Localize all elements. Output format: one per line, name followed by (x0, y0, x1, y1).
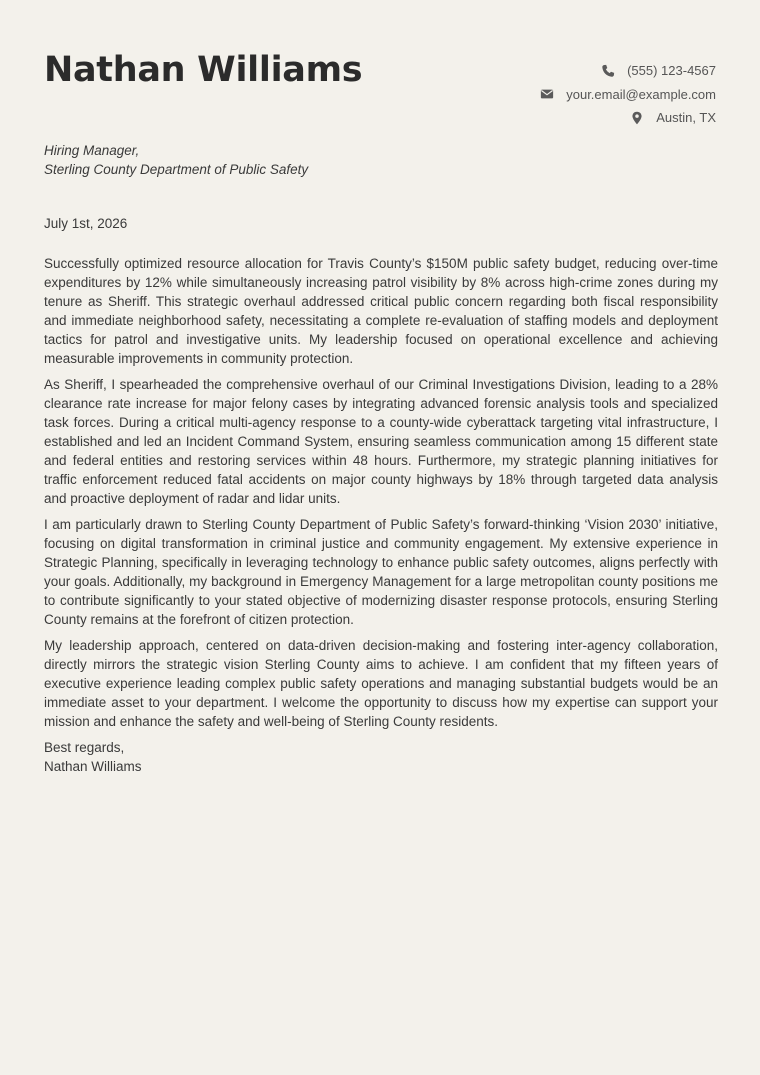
contact-location (540, 106, 716, 130)
closing-block (44, 738, 718, 776)
closing-salutation: Best regards, (44, 740, 125, 755)
letter-date: July 1st, 2026 (44, 216, 128, 231)
email-text: your.email@example.com (566, 86, 716, 102)
paragraph-1: Successfully optimized resource allocation for Travis County’s $150M public safety budget, reducing over-time expenditures by 12% while simultaneously increasing patrol visibility by 8% across high-crime zones during my tenure as Sheriff. This strategic overhaul addressed critical public concern regarding both fiscal responsibility and immediate neighborhood safety, necessitating a complete re-evaluation of staffing models and deployment tactics for patrol and investigative units. My leadership focused on operational excellence and achieving measurable improvements in community protection. (44, 256, 718, 366)
contact-phone (540, 59, 716, 83)
paragraph-2: As Sheriff, I spearheaded the comprehensive overhaul of our Criminal Investigations Division, leading to a 28% clearance rate increase for major felony cases by integrating advanced forensic analysis tools and specialized task forces. During a critical multi-agency response to a county-wide cyberattack targeting vital infrastructure, I established and led an Incident Command System, ensuring seamless communication among 15 different state and federal entities and restoring services within 48 hours. Furthermore, my strategic planning initiatives for traffic enforcement reduced fatal accidents on major county highways by 18% through targeted data analysis and proactive deployment of radar and lidar units. (44, 377, 718, 506)
applicant-name: Nathan Williams (44, 50, 363, 90)
cover-letter-page (44, 0, 718, 1075)
contact-info (540, 59, 716, 130)
contact-email (540, 83, 716, 107)
envelope-icon (540, 87, 554, 101)
recipient-title: Hiring Manager, (44, 143, 140, 158)
phone-icon (601, 64, 615, 78)
recipient-block (44, 141, 308, 179)
paragraph-3: I am particularly drawn to Sterling County Department of Public Safety’s forward-thinking ‘Vision 2030’ initiative, focusing on digital transformation in criminal justice and community engagement. My extensive experience in Strategic Planning, specifically in leveraging technology to enhance public safety outcomes, aligns perfectly with your goals. Additionally, my background in Emergency Management for a large metropolitan county positions me to contribute significantly to your stated objective of modernizing disaster response protocols, ensuring Sterling County remains at the forefront of citizen protection. (44, 517, 718, 627)
location-text: Austin, TX (656, 110, 716, 125)
recipient-organization: Sterling County Department of Public Safety (44, 162, 309, 177)
map-pin-icon (630, 111, 644, 125)
phone-text: (555) 123-4567 (627, 63, 716, 78)
closing-signature: Nathan Williams (44, 759, 142, 774)
letter-body (44, 254, 718, 776)
paragraph-4: My leadership approach, centered on data-driven decision-making and fostering inter-agency collaboration, directly mirrors the strategic vision Sterling County aims to achieve. I am confident that my fifteen years of executive experience leading complex public safety operations and managing substantial budgets would be an immediate asset to your department. I welcome the opportunity to discuss how my expertise can support your mission and enhance the safety and well-being of Sterling County residents. (44, 638, 718, 729)
